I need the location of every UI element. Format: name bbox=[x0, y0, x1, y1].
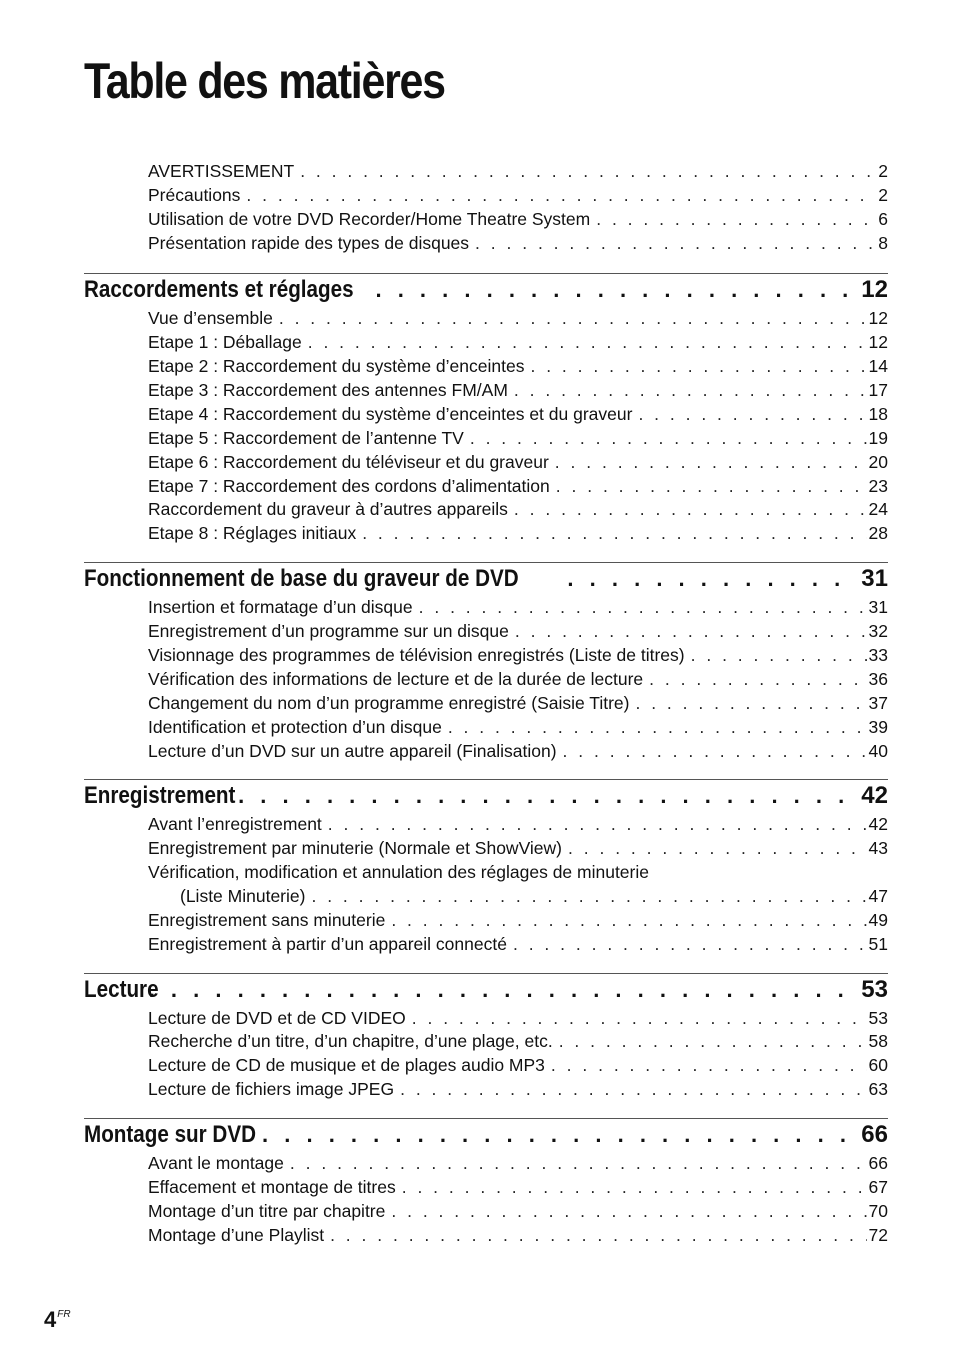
section-heading[interactable] bbox=[84, 1119, 888, 1151]
toc-entry-page: 37 bbox=[868, 693, 888, 713]
dot-leader bbox=[514, 497, 867, 521]
toc-entry[interactable] bbox=[148, 739, 888, 763]
toc-entry-title: Etape 1 : Déballage bbox=[148, 332, 302, 352]
section-title: Raccordements et réglages bbox=[84, 276, 354, 303]
toc-entry-page: 60 bbox=[868, 1055, 888, 1075]
section-title: Montage sur DVD bbox=[84, 1121, 257, 1148]
toc-entry[interactable] bbox=[148, 231, 888, 255]
toc-entry-page: 14 bbox=[868, 356, 888, 376]
dot-leader bbox=[635, 691, 866, 715]
section-page: 31 bbox=[861, 565, 888, 592]
toc-entry[interactable] bbox=[148, 450, 888, 474]
toc-entry[interactable] bbox=[148, 836, 888, 860]
toc-entry-title: Changement du nom d’un programme enregistré (Saisie Titre) bbox=[148, 693, 630, 713]
toc-entry-page: 49 bbox=[868, 910, 888, 930]
section-title: Fonctionnement de base du graveur de DVD bbox=[84, 565, 519, 592]
toc-entry-page: 43 bbox=[868, 838, 888, 858]
toc-entry-page: 40 bbox=[868, 741, 888, 761]
dot-leader bbox=[567, 566, 851, 592]
toc-entry-title: Enregistrement d’un programme sur un disque bbox=[148, 621, 509, 641]
dot-leader bbox=[551, 1053, 867, 1077]
toc-entry-page: 2 bbox=[878, 185, 888, 205]
dot-leader bbox=[691, 643, 867, 667]
toc-entry[interactable] bbox=[180, 884, 888, 908]
dot-leader bbox=[246, 183, 876, 207]
toc-entry[interactable] bbox=[148, 474, 888, 498]
section-page: 53 bbox=[861, 976, 888, 1003]
toc-entry-page: 36 bbox=[868, 669, 888, 689]
toc-entry-title: Précautions bbox=[148, 185, 241, 205]
toc-entry-page: 70 bbox=[868, 1201, 888, 1221]
dot-leader bbox=[419, 595, 867, 619]
toc-entry-title: Lecture de CD de musique et de plages audio MP3 bbox=[148, 1055, 545, 1075]
toc-entry[interactable] bbox=[148, 1223, 888, 1247]
dot-leader bbox=[412, 1006, 867, 1030]
toc-entry-page: 18 bbox=[868, 404, 888, 424]
dot-leader bbox=[238, 783, 851, 809]
toc-entry-page: 63 bbox=[868, 1079, 888, 1099]
toc-entry[interactable] bbox=[148, 497, 888, 521]
dot-leader bbox=[448, 715, 867, 739]
toc-entry-title: Insertion et formatage d’un disque bbox=[148, 597, 413, 617]
page-number-suffix: FR bbox=[57, 1309, 71, 1320]
toc-entry[interactable] bbox=[148, 159, 888, 183]
dot-leader bbox=[400, 1077, 866, 1101]
section-page: 42 bbox=[861, 782, 888, 809]
dot-leader bbox=[563, 739, 867, 763]
dot-leader bbox=[568, 836, 867, 860]
toc-entry-page: 8 bbox=[878, 233, 888, 253]
toc-entry-page: 58 bbox=[868, 1031, 888, 1051]
toc-entry-page: 32 bbox=[868, 621, 888, 641]
section-heading[interactable] bbox=[84, 974, 888, 1006]
section-heading[interactable] bbox=[84, 563, 888, 595]
toc-entry-title: Raccordement du graveur à d’autres appareils bbox=[148, 499, 508, 519]
toc-entry-page: 20 bbox=[868, 452, 888, 472]
dot-leader bbox=[375, 277, 851, 303]
toc-entry-page: 72 bbox=[868, 1225, 888, 1245]
dot-leader bbox=[290, 1151, 867, 1175]
toc-entry-title: Identification et protection d’un disque bbox=[148, 717, 442, 737]
page-number-value: 4 bbox=[44, 1307, 57, 1332]
dot-leader bbox=[556, 474, 867, 498]
toc-entry-page: 23 bbox=[868, 476, 888, 496]
toc-entry[interactable] bbox=[148, 306, 888, 330]
toc-entry[interactable] bbox=[148, 619, 888, 643]
toc-entry-title: Vue d’ensemble bbox=[148, 308, 273, 328]
dot-leader bbox=[262, 1122, 851, 1148]
toc-entry-page: 24 bbox=[868, 499, 888, 519]
toc-entry-title: Lecture de fichiers image JPEG bbox=[148, 1079, 395, 1099]
toc-entry[interactable] bbox=[148, 1029, 888, 1053]
toc-entry-page: 47 bbox=[868, 886, 888, 906]
toc-entry[interactable] bbox=[148, 908, 888, 932]
toc-entry-title: Etape 8 : Réglages initiaux bbox=[148, 523, 357, 543]
dot-leader bbox=[149, 977, 852, 1003]
toc-entry[interactable] bbox=[148, 1151, 888, 1175]
dot-leader bbox=[559, 1029, 867, 1053]
dot-leader bbox=[513, 932, 867, 956]
toc-entry[interactable] bbox=[148, 1175, 888, 1199]
toc-entry-page: 12 bbox=[868, 332, 888, 352]
section-title: Enregistrement bbox=[84, 782, 236, 809]
toc-entry[interactable] bbox=[148, 207, 888, 231]
toc-entry-page: 33 bbox=[868, 645, 888, 665]
dot-leader bbox=[328, 812, 867, 836]
toc-entry[interactable] bbox=[148, 1199, 888, 1223]
toc-entry[interactable] bbox=[148, 691, 888, 715]
toc-entry[interactable] bbox=[148, 426, 888, 450]
toc-entry-title: Recherche d’un titre, d’un chapitre, d’une plage, etc. bbox=[148, 1031, 553, 1051]
toc-entry-title: Utilisation de votre DVD Recorder/Home Theatre System bbox=[148, 209, 591, 229]
dot-leader bbox=[402, 1175, 867, 1199]
toc-entry-title-line1[interactable]: Vérification, modification et annulation des réglages de minuterie bbox=[148, 862, 649, 882]
toc-entry[interactable] bbox=[148, 1006, 888, 1030]
dot-leader bbox=[596, 207, 876, 231]
toc-entry-title: Etape 5 : Raccordement de l’antenne TV bbox=[148, 428, 464, 448]
toc-entry-title: Avant le montage bbox=[148, 1153, 284, 1173]
dot-leader bbox=[649, 667, 866, 691]
dot-leader bbox=[300, 159, 876, 183]
section-page: 66 bbox=[861, 1121, 888, 1148]
dot-leader bbox=[470, 426, 867, 450]
toc-entry-page: 19 bbox=[868, 428, 888, 448]
section-title: Lecture bbox=[84, 976, 159, 1003]
toc-entry-title: Montage d’un titre par chapitre bbox=[148, 1201, 386, 1221]
toc-entry-title: AVERTISSEMENT bbox=[148, 161, 295, 181]
toc-entry[interactable] bbox=[148, 521, 888, 545]
toc-entry-page: 67 bbox=[868, 1177, 888, 1197]
toc-entry[interactable] bbox=[148, 812, 888, 836]
toc-entry-page: 51 bbox=[868, 934, 888, 954]
dot-leader bbox=[391, 1199, 866, 1223]
toc-entry[interactable] bbox=[148, 932, 888, 956]
toc-entry[interactable] bbox=[148, 354, 888, 378]
section-page: 12 bbox=[861, 276, 888, 303]
toc-entry-title: Etape 2 : Raccordement du système d’enceintes bbox=[148, 356, 525, 376]
toc-entry[interactable] bbox=[148, 378, 888, 402]
dot-leader bbox=[638, 402, 866, 426]
dot-leader bbox=[514, 378, 867, 402]
dot-leader bbox=[362, 521, 866, 545]
toc-entry-page: 17 bbox=[868, 380, 888, 400]
toc-entry-page: 6 bbox=[878, 209, 888, 229]
toc-entry-title: Lecture d’un DVD sur un autre appareil (Finalisation) bbox=[148, 741, 557, 761]
toc-entry-title: Etape 4 : Raccordement du système d’enceintes et du graveur bbox=[148, 404, 633, 424]
toc-entry-title: Effacement et montage de titres bbox=[148, 1177, 396, 1197]
toc-entry-title: Etape 3 : Raccordement des antennes FM/AM bbox=[148, 380, 508, 400]
dot-leader bbox=[555, 450, 867, 474]
dot-leader bbox=[515, 619, 867, 643]
toc-entry-title: Avant l’enregistrement bbox=[148, 814, 322, 834]
toc-entry-title: Enregistrement par minuterie (Normale et ShowView) bbox=[148, 838, 563, 858]
toc-entry-title: Enregistrement à partir d’un appareil connecté bbox=[148, 934, 507, 954]
toc-entry-page: 12 bbox=[868, 308, 888, 328]
toc-entry[interactable] bbox=[148, 402, 888, 426]
dot-leader bbox=[530, 354, 866, 378]
toc-entry-page: 2 bbox=[878, 161, 888, 181]
dot-leader bbox=[330, 1223, 866, 1247]
toc-entry[interactable] bbox=[148, 1053, 888, 1077]
toc-entry-title: Lecture de DVD et de CD VIDEO bbox=[148, 1008, 406, 1028]
toc-entry[interactable] bbox=[148, 643, 888, 667]
toc-entry-title: Montage d’une Playlist bbox=[148, 1225, 325, 1245]
toc-entry-title-line2: (Liste Minuterie) bbox=[180, 886, 306, 906]
page-number bbox=[44, 1302, 71, 1333]
toc-entry-page: 31 bbox=[868, 597, 888, 617]
toc-entry-title: Etape 6 : Raccordement du téléviseur et du graveur bbox=[148, 452, 549, 472]
toc-entry[interactable] bbox=[148, 667, 888, 691]
toc-entry[interactable] bbox=[148, 1077, 888, 1101]
toc-entry[interactable] bbox=[148, 595, 888, 619]
toc-entry-page: 66 bbox=[868, 1153, 888, 1173]
toc-entry-page: 53 bbox=[868, 1008, 888, 1028]
toc-entry-title: Présentation rapide des types de disques bbox=[148, 233, 470, 253]
toc-entry[interactable] bbox=[148, 330, 888, 354]
toc-entry-title: Visionnage des programmes de télévision enregistrés (Liste de titres) bbox=[148, 645, 685, 665]
toc-entry-page: 28 bbox=[868, 523, 888, 543]
toc-entry-page: 42 bbox=[868, 814, 888, 834]
section-heading[interactable] bbox=[84, 780, 888, 812]
dot-leader bbox=[311, 884, 866, 908]
dot-leader bbox=[279, 306, 867, 330]
section-heading[interactable] bbox=[84, 274, 888, 306]
page-title: Table des matières bbox=[84, 53, 445, 109]
toc-entry-title: Vérification des informations de lecture et de la durée de lecture bbox=[148, 669, 644, 689]
dot-leader bbox=[475, 231, 876, 255]
toc-entry-page: 39 bbox=[868, 717, 888, 737]
dot-leader bbox=[391, 908, 866, 932]
toc-entry-title: Etape 7 : Raccordement des cordons d’alimentation bbox=[148, 476, 550, 496]
toc-entry-title: Enregistrement sans minuterie bbox=[148, 910, 386, 930]
dot-leader bbox=[308, 330, 867, 354]
toc-entry[interactable] bbox=[148, 715, 888, 739]
toc-entry[interactable] bbox=[148, 183, 888, 207]
